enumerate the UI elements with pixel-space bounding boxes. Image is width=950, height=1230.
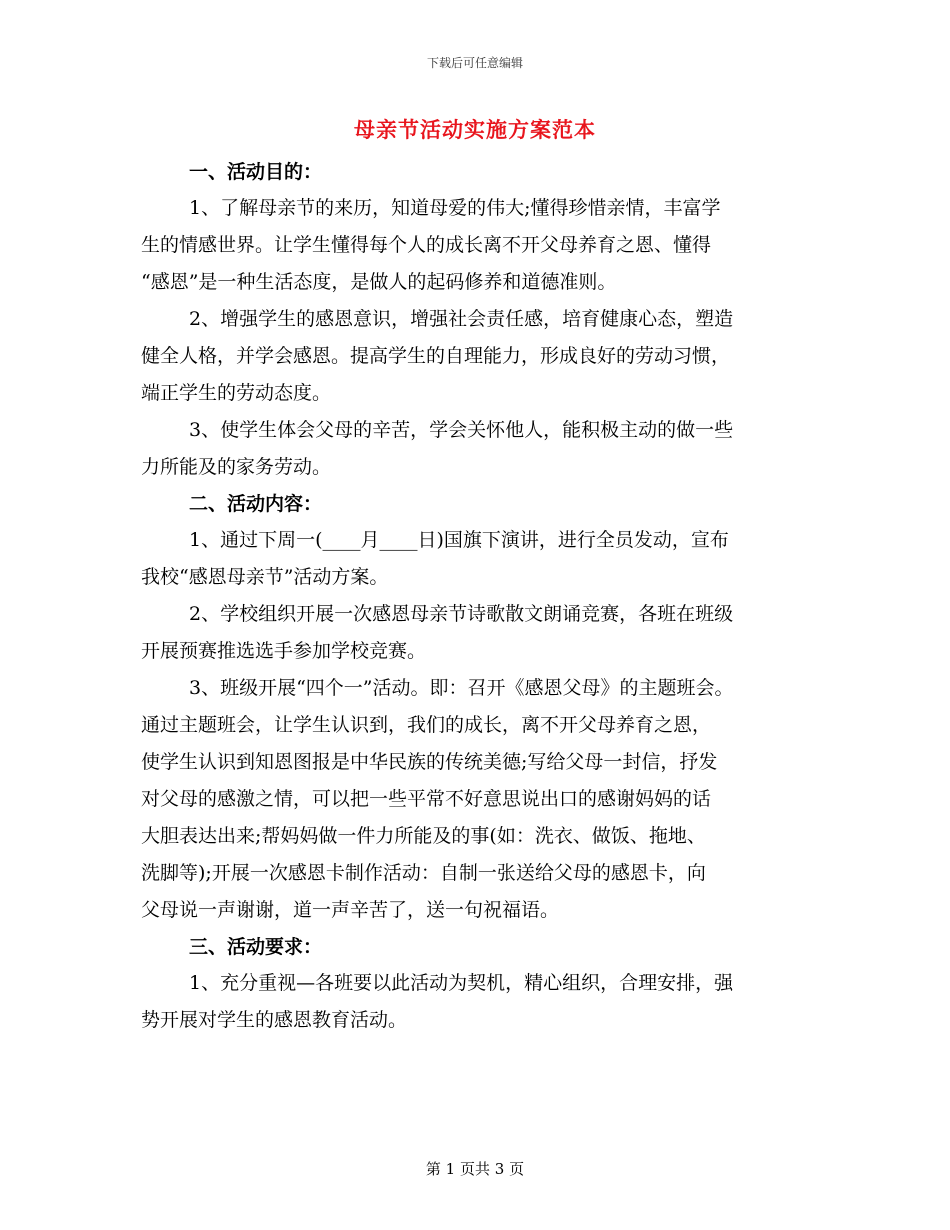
paragraph-line: 端正学生的劳动态度。 <box>141 382 332 404</box>
paragraph-line: 对父母的感激之情，可以把一些平常不好意思说出口的感谢妈妈的话 <box>141 788 712 810</box>
paragraph-line: 力所能及的家务劳动。 <box>141 456 332 478</box>
document-title: 母亲节活动实施方案范本 <box>354 117 596 142</box>
paragraph-line: 开展预赛推选选手参加学校竞赛。 <box>141 640 427 662</box>
paragraph-line: 势开展对学生的感恩教育活动。 <box>141 1009 408 1031</box>
paragraph <box>141 190 813 301</box>
paragraph-line: 3、使学生体会父母的辛苦，学会关怀他人，能积极主动的做一些 <box>189 419 734 441</box>
section-heading: 一、活动目的： <box>189 161 323 183</box>
document-body <box>141 154 813 1039</box>
section-heading: 二、活动内容： <box>189 493 323 515</box>
paragraph-line: 父母说一声谢谢，道一声辛苦了，送一句祝福语。 <box>141 899 560 921</box>
paragraph-line: 生的情感世界。让学生懂得每个人的成长离不开父母养育之恩、懂得 <box>141 234 712 256</box>
paragraph <box>141 596 813 670</box>
section-heading: 三、活动要求： <box>189 936 323 958</box>
paragraph <box>141 670 813 929</box>
paragraph-line: 1、通过下周一(____月____日)国旗下演讲，进行全员发动，宣布 <box>189 529 729 551</box>
paragraph-line: 通过主题班会，让学生认识到，我们的成长，离不开父母养育之恩， <box>141 714 712 736</box>
paragraph-line: “感恩”是一种生活态度，是做人的起码修养和道德准则。 <box>141 271 617 293</box>
paragraph-line: 健全人格，并学会感恩。提高学生的自理能力，形成良好的劳动习惯， <box>141 345 731 367</box>
paragraph-line: 3、班级开展“四个一”活动。即：召开《感恩父母》的主题班会。 <box>189 677 734 699</box>
paragraph-line: 大胆表达出来;帮妈妈做一件力所能及的事(如：洗衣、做饭、拖地、 <box>141 825 706 847</box>
paragraph-line: 1、充分重视—各班要以此活动为契机，精心组织，合理安排，强 <box>189 972 734 994</box>
page-footer: 第 1 页共 3 页 <box>425 1160 525 1178</box>
paragraph-line: 洗脚等);开展一次感恩卡制作活动：自制一张送给父母的感恩卡，向 <box>141 862 706 884</box>
paragraph-line: 使学生认识到知恩图报是中华民族的传统美德;写给父母一封信，抒发 <box>141 751 718 773</box>
paragraph-line: 2、增强学生的感恩意识，增强社会责任感，培育健康心态，塑造 <box>189 308 734 330</box>
paragraph <box>141 412 813 486</box>
paragraph-line: 2、学校组织开展一次感恩母亲节诗歌散文朗诵竞赛，各班在班级 <box>189 603 734 625</box>
paragraph-line: 我校“感恩母亲节”活动方案。 <box>141 566 389 588</box>
paragraph <box>141 965 813 1039</box>
paragraph <box>141 522 813 596</box>
paragraph <box>141 301 813 412</box>
header-note: 下载后可任意编辑 <box>426 56 523 70</box>
paragraph-line: 1、了解母亲节的来历，知道母爱的伟大;懂得珍惜亲情，丰富学 <box>189 197 721 219</box>
